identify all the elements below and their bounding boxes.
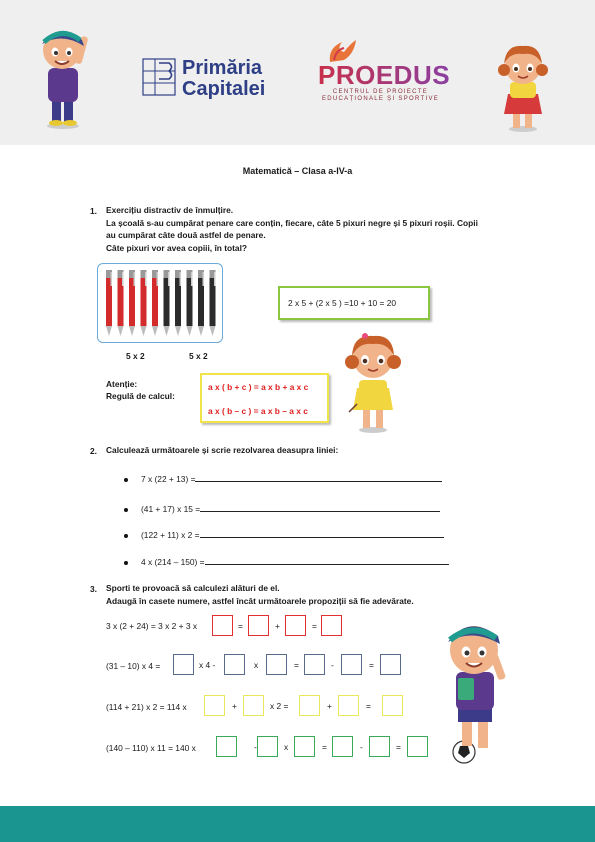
answer-box-r2-1[interactable] (173, 654, 194, 675)
answer-box-r1-3[interactable] (285, 615, 306, 636)
answer-box-r2-3[interactable] (266, 654, 287, 675)
boy-mascot-illustration (30, 18, 92, 130)
ex3-row4-sign4: - (360, 742, 363, 752)
bullet (124, 478, 128, 482)
ex1-text (106, 204, 478, 254)
primaria-crest-icon (141, 57, 177, 97)
boy-mascot-bottom-illustration (432, 612, 522, 764)
answer-box-r4-6[interactable] (407, 736, 428, 757)
pen-red (152, 270, 158, 336)
answer-box-r3-1[interactable] (204, 695, 225, 716)
primaria-line1: Primăria (182, 57, 263, 79)
ex1-label-left: 5 x 2 (126, 351, 145, 361)
pen-red (129, 270, 135, 336)
ex3-row1-start: 3 x (2 + 24) = 3 x 2 + 3 x (106, 621, 198, 631)
primaria-logo-text (182, 58, 265, 100)
ex1-line1: La școală s-au cumpărat penare care conțin, fiecare, câte 5 pixuri negre și 5 pixuri roșii. Copii (106, 217, 478, 228)
attention-label: Atenție: (106, 379, 138, 389)
pen-red (118, 270, 124, 336)
answer-box-r1-4[interactable] (321, 615, 342, 636)
pens-illustration (102, 268, 220, 340)
ex1-label-right: 5 x 2 (189, 351, 208, 361)
answer-box-r4-1[interactable] (216, 736, 237, 757)
ex3-row2-sign4: - (331, 660, 334, 670)
ex3-row3-sign2: x 2 = (270, 701, 289, 711)
answer-box-r4-5[interactable] (369, 736, 390, 757)
answer-box-r3-2[interactable] (243, 695, 264, 716)
ex3-row2-sign5: = (369, 660, 374, 670)
answer-box-r2-5[interactable] (341, 654, 362, 675)
ex3-row4-sign5: = (396, 742, 401, 752)
bullet (124, 561, 128, 565)
footer-bar (0, 806, 595, 842)
page-title: Matematică – Clasa a-IV-a (242, 166, 353, 176)
ex3-row4-sign1: - (254, 742, 257, 752)
ex3-row1-sign2: + (275, 621, 280, 631)
rule-label: Regulă de calcul: (106, 391, 175, 401)
ex3-heading1: Sporti te provoacă să calculezi alături de el. (106, 583, 280, 593)
bullet (124, 534, 128, 538)
girl-mascot-middle-illustration (343, 330, 405, 434)
pen-black (210, 270, 216, 336)
ex3-row3-sign1: + (232, 701, 237, 711)
bullet (124, 508, 128, 512)
ex3-heading (106, 582, 414, 607)
ex3-row1-sign3: = (312, 621, 317, 631)
answer-box-r3-3[interactable] (299, 695, 320, 716)
ex2-item-2: (41 + 17) x 15 = (141, 503, 440, 515)
pen-black (198, 270, 204, 336)
ex3-row4-start: (140 – 110) x 11 = 140 x (106, 743, 196, 753)
primaria-line2: Capitalei (182, 78, 266, 100)
answer-box-r2-2[interactable] (224, 654, 245, 675)
pen-red (106, 270, 112, 336)
ex3-row4-sign2: x (284, 742, 289, 752)
answer-box-r2-6[interactable] (380, 654, 401, 675)
answer-box-r3-5[interactable] (382, 695, 403, 716)
pen-red (141, 270, 147, 336)
rule-2: a x ( b – c ) = a x b – a x c (208, 406, 308, 416)
ex3-row2-sign2: x (254, 660, 259, 670)
proedus-logo-text: PROEDUS (318, 60, 451, 90)
proedus-subtitle: CENTRUL DE PROIECTE EDUCAȚIONALE ȘI SPORTIVE (321, 89, 440, 102)
ex1-line3: Câte pixuri vor avea copiii, în total? (106, 242, 248, 253)
ex2-item-4: 4 x (214 – 150) = (141, 556, 449, 568)
ex3-row3-start: (114 + 21) x 2 = 114 x (106, 702, 187, 712)
ex2-item-3: (122 + 11) x 2 = (141, 529, 444, 541)
ex3-row2-sign1: x 4 - (199, 660, 216, 670)
answer-box-r3-4[interactable] (338, 695, 359, 716)
ex3-row1-sign1: = (238, 621, 243, 631)
pen-black (187, 270, 193, 336)
answer-box-r2-4[interactable] (304, 654, 325, 675)
pen-black (164, 270, 170, 336)
girl-mascot-illustration (494, 40, 552, 132)
ex3-row3-sign4: = (366, 701, 371, 711)
answer-box-r1-2[interactable] (248, 615, 269, 636)
answer-box-r4-2[interactable] (257, 736, 278, 757)
ex3-row4-sign3: = (322, 742, 327, 752)
ex1-line2: au cumpărat câte două astfel de penare. (106, 230, 266, 240)
answer-box-r4-3[interactable] (294, 736, 315, 757)
rule-1: a x ( b + c ) = a x b + a x c (208, 382, 309, 392)
ex1-heading: Exercițiu distractiv de înmulțire. (106, 205, 234, 215)
solution-text: 2 x 5 + (2 x 5 ) =10 + 10 = 20 (288, 298, 397, 308)
answer-box-r4-4[interactable] (332, 736, 353, 757)
ex3-row2-start: (31 – 10) x 4 = (106, 661, 161, 671)
ex3-row2-sign3: = (294, 660, 299, 670)
ex3-heading2: Adaugă în casete numere, astfel încât următoarele propoziții să fie adevărate. (106, 595, 414, 606)
ex3-row3-sign3: + (327, 701, 332, 711)
answer-box-r1-1[interactable] (212, 615, 233, 636)
ex3-number: 3. (90, 584, 97, 594)
ex2-heading: Calculează următoarele și scrie rezolvarea deasupra liniei: (106, 445, 339, 455)
ex2-number: 2. (90, 446, 97, 456)
pen-black (175, 270, 181, 336)
ex2-item-1: 7 x (22 + 13) = (141, 473, 442, 485)
ex1-number: 1. (90, 206, 97, 216)
